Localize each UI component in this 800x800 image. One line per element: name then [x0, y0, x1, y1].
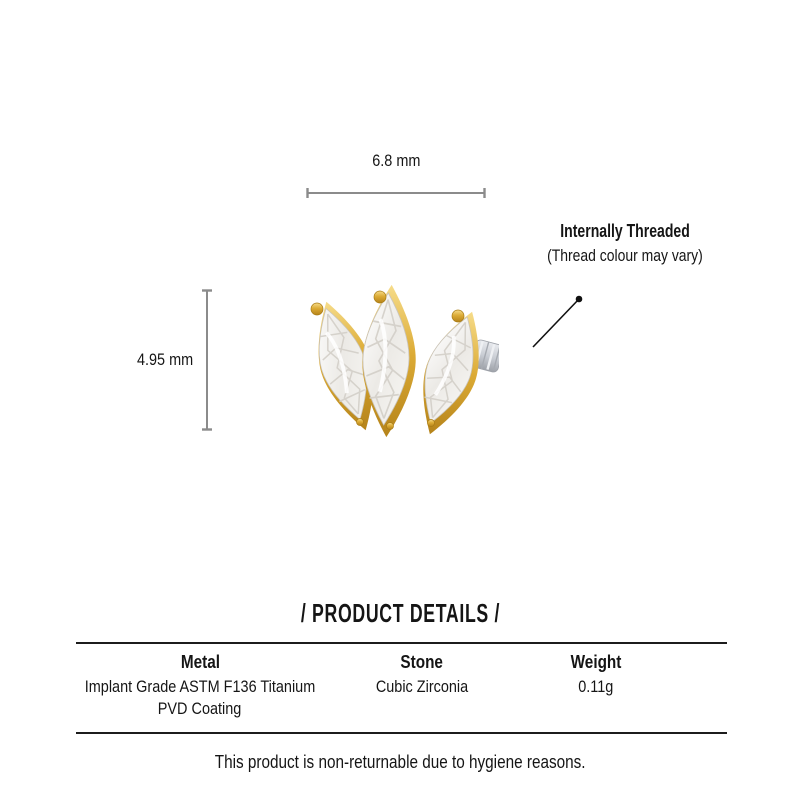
- product-details-heading: / PRODUCT DETAILS /: [300, 598, 500, 628]
- hygiene-note: This product is non-returnable due to hygiene reasons.: [214, 752, 586, 772]
- width-dimension-line: [306, 187, 486, 199]
- width-dimension-label: [306, 151, 486, 171]
- height-dimension-line: [201, 289, 213, 431]
- pointer-line: [527, 291, 587, 353]
- thread-annotation: [505, 220, 745, 267]
- spec-header-stone: Stone: [400, 652, 444, 672]
- table-bottom-divider: [76, 732, 727, 734]
- spec-value-stone: Cubic Zirconia: [375, 677, 469, 696]
- spec-header-metal: Metal: [180, 652, 220, 672]
- table-top-divider: [76, 642, 727, 644]
- height-dimension-text: 4.95 mm: [136, 350, 194, 369]
- spec-column-stone: [368, 652, 477, 698]
- spec-column-weight: [566, 652, 626, 698]
- spec-header-weight: Weight: [570, 652, 622, 672]
- pointer-dot: [576, 296, 583, 303]
- right-marquise-stone: [406, 303, 496, 441]
- spec-value-weight: 0.11g: [578, 677, 614, 696]
- spec-value-metal-line1: Implant Grade ASTM F136 Titanium: [84, 677, 316, 696]
- thread-annotation-subtitle: (Thread colour may vary): [547, 246, 703, 265]
- spec-value-metal-line2: PVD Coating: [158, 699, 242, 718]
- thread-annotation-title: Internally Threaded: [560, 221, 690, 241]
- spec-column-metal: [64, 652, 335, 720]
- earring-illustration: [303, 285, 499, 441]
- width-dimension-text: 6.8 mm: [371, 151, 421, 170]
